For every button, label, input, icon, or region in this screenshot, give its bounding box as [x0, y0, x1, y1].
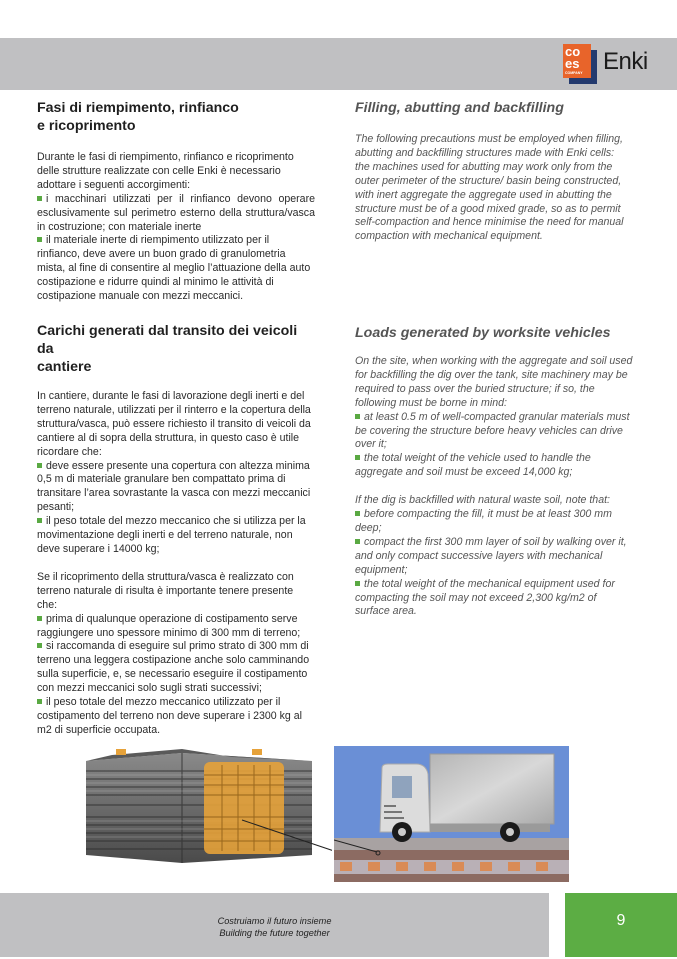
bullet-icon: [355, 455, 360, 460]
section-fill-it: [37, 99, 315, 304]
logo-orange-block: [563, 44, 591, 78]
truck-over-buried-tank-illustration: [334, 746, 584, 882]
intro-text: Durante le fasi di riempimento, rinfianco e ricoprimento delle strutture realizzate con celle Enki è necessario adottare i seguenti accorgimenti:: [37, 151, 294, 191]
bullet-item: prima di qualunque operazione di costipamento serve raggiungere uno spessore minimo di 300 mm di terreno;: [37, 612, 301, 639]
bullet-item: il peso totale del mezzo meccanico utilizzato per il costipamento del terreno non deve superare i 2300 kg al m2 di superficie occupata.: [37, 696, 303, 736]
soil-layer: [334, 850, 569, 860]
intro-text: In cantiere, durante le fasi di lavorazione degli inerti e del terreno naturale, utilizzati per il rinterro e la copertura della struttura/vasca, può essere richiesto il transito di veicoli da cantiere al di sopra della struttura, in questo caso è utile ricordare che:: [37, 390, 311, 458]
section-loads-it: [37, 322, 315, 738]
coes-enki-logo: [563, 44, 663, 84]
section-loads-en: [355, 324, 633, 619]
logo-co-text: co: [565, 44, 581, 59]
bullet-icon: [355, 581, 360, 586]
body-text: the machines used for abutting may work only from the outer perimeter of the structure/ basin being constructed, with inert aggregate the aggregate used in abutting the structure must be of a good mixed grade, so as to permit self-compaction and hence minimise the need for manual compaction with mechanical equipment.: [355, 160, 624, 243]
bullet-icon: [37, 518, 42, 523]
section-fill-en: [355, 99, 633, 244]
bullet-item: deve essere presente una copertura con altezza minima 0,5 m di materiale granulare ben compattato prima di transitare l’area sovrastante la vasca con mezzi meccanici pesanti;: [37, 459, 311, 514]
brand-name: Enki: [603, 48, 648, 75]
section-title: Carichi generati dal transito dei veicoli da cantiere: [37, 323, 298, 375]
page-number: 9: [616, 912, 626, 929]
bullet-item: compact the first 300 mm layer of soil by walking over it, and only compact successive layers with mechanical equipment;: [355, 535, 627, 576]
bullet-item: the total weight of the mechanical equipment used for compacting the soil may not exceed 2,300 kg/m2 of surface area.: [355, 577, 615, 618]
section-title: Filling, abutting and backfilling: [355, 100, 564, 116]
enki-cell-structure-illustration: [82, 745, 332, 863]
bullet-icon: [37, 463, 42, 468]
bullet-icon: [37, 616, 42, 621]
footer-tagline: Costruiamo il futuro insieme Building the future together: [217, 916, 332, 938]
footer-bar: [0, 893, 549, 957]
bullet-item: the total weight of the vehicle used to handle the aggregate and soil must be exceed 14,000 kg;: [355, 452, 591, 479]
bullet-icon: [37, 643, 42, 648]
bullet-icon: [355, 414, 360, 419]
highlighted-cell-section: [204, 762, 284, 854]
bullet-icon: [355, 539, 360, 544]
lift-lug: [252, 749, 262, 755]
bullet-item: i macchinari utilizzati per il rinfianco devono operare esclusivamente sul perimetro esterno della struttura/vasca in costruzione; con materiale inerte: [37, 192, 315, 233]
section-title: Fasi di riempimento, rinfianco e ricoprimento: [37, 100, 239, 134]
intro-text: Se il ricoprimento della struttura/vasca è realizzato con terreno naturale di risulta è importante tenere presente che:: [37, 570, 294, 611]
logo-es-text: es: [565, 56, 580, 71]
page-number-box: [565, 893, 677, 957]
bullet-icon: [37, 196, 42, 201]
bullet-item: at least 0.5 m of well-compacted granular materials must be covering the structure before heavy vehicles can drive over it;: [355, 410, 630, 451]
bullet-item: il peso totale del mezzo meccanico che si utilizza per la movimentazione degli inerti e del terreno naturale, non deve superare i 14000 kg;: [37, 515, 306, 555]
truck-icon: [380, 754, 554, 842]
intro-text: On the site, when working with the aggregate and soil used for backfilling the dig over the tank, site machinery may be required to pass over the buried structure; if so, the following must be borne in mind:: [355, 355, 633, 409]
bullet-item: il materiale inerte di riempimento utilizzato per il rinfianco, deve avere un buon grado di granulometria mista, al fine di consentire al meglio l’attuazione della auto costipazione e ridurre quindi al minimo le attività di costipazione manuale con mezzi meccanici.: [37, 234, 311, 303]
bullet-icon: [37, 699, 42, 704]
intro-text: If the dig is backfilled with natural waste soil, note that:: [355, 494, 610, 507]
lift-lug: [116, 749, 126, 755]
bullet-icon: [355, 511, 360, 516]
bullet-item: before compacting the fill, it must be at least 300 mm deep;: [355, 508, 612, 534]
truck-window: [392, 776, 412, 798]
intro-text: The following precautions must be employed when filling, abutting and backfilling structures made with Enki cells:: [355, 133, 623, 159]
bullet-item: si raccomanda di eseguire sul primo strato di 300 mm di terreno una leggera costipazione anche solo camminando sulla superficie, e, se necessario eseguire il costipamento con mezzi meccanici solo sugli strati successivi;: [37, 640, 310, 695]
bullet-icon: [37, 237, 42, 242]
section-title: Loads generated by worksite vehicles: [355, 325, 611, 341]
logo-company-text: COMPANY: [565, 71, 583, 75]
truck-cargo-box: [430, 754, 554, 824]
